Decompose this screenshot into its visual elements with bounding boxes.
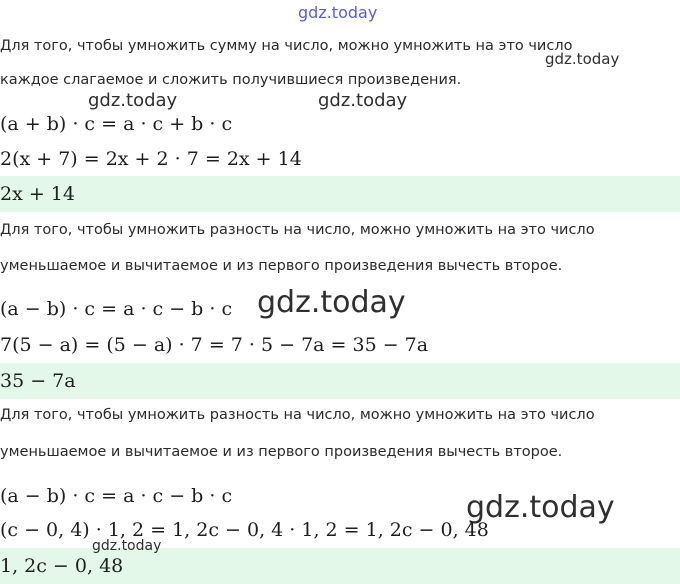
- section-1-text-line-1: Для того, чтобы умножить сумму на число, можно умножить на это число: [0, 38, 573, 54]
- section-3-text-line-1: Для того, чтобы умножить разность на число, можно умножить на это число: [0, 407, 595, 423]
- section-2-answer: 35 − 7a: [0, 370, 76, 392]
- answer-band-2: [0, 363, 680, 399]
- watermark-2: gdz.today: [88, 90, 178, 111]
- watermark-5: gdz.today: [466, 490, 615, 525]
- watermark-top: gdz.today: [298, 3, 378, 22]
- section-1-answer: 2x + 14: [0, 183, 75, 205]
- section-3-answer: 1, 2c − 0, 48: [0, 555, 124, 577]
- watermark-1: gdz.today: [545, 50, 620, 68]
- section-2-solution-formula: 7(5 − a) = (5 − a) · 7 = 7 · 5 − 7a = 35 − 7a: [0, 334, 429, 356]
- section-1-solution-formula: 2(x + 7) = 2x + 2 · 7 = 2x + 14: [0, 148, 302, 170]
- watermark-3: gdz.today: [318, 90, 408, 111]
- watermark-4: gdz.today: [257, 285, 406, 320]
- section-2-text-line-1: Для того, чтобы умножить разность на число, можно умножить на это число: [0, 222, 595, 238]
- watermark-6: gdz.today: [92, 538, 162, 554]
- section-3-text-line-2: уменьшаемое и вычитаемое и из первого произведения вычесть второе.: [0, 444, 563, 460]
- section-3-solution-formula: (c − 0, 4) · 1, 2 = 1, 2c − 0, 4 · 1, 2 = 1, 2c − 0, 48: [0, 519, 489, 541]
- section-1-rule-formula: (a + b) · c = a · c + b · c: [0, 113, 233, 135]
- section-3-rule-formula: (a − b) · c = a · c − b · c: [0, 485, 233, 507]
- section-1-text-line-2: каждое слагаемое и сложить получившиеся произведения.: [0, 72, 462, 88]
- section-2-rule-formula: (a − b) · c = a · c − b · c: [0, 298, 233, 320]
- section-2-text-line-2: уменьшаемое и вычитаемое и из первого произведения вычесть второе.: [0, 258, 563, 274]
- answer-band-1: [0, 176, 680, 212]
